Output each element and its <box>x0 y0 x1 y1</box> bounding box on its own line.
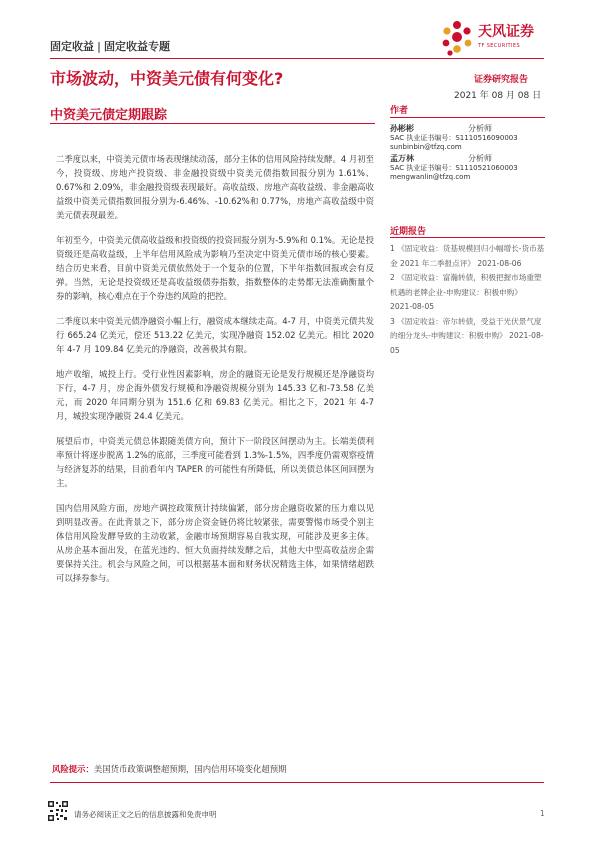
footer-divider <box>50 782 544 783</box>
risk-label: 风险提示： <box>52 764 94 774</box>
disclaimer-text: 请务必阅读正文之后的信息披露和免责申明 <box>74 810 217 819</box>
authors-heading: 作者 <box>390 106 409 116</box>
related-divider <box>390 237 545 238</box>
related-reports-list <box>390 242 545 358</box>
company-logo <box>438 17 558 61</box>
paragraph: 二季度以来中资美元债净融资小幅上行，融资成本继续走高。4-7 月，中资美元债共发行 665.24 亿美元，偿还 513.22 亿美元，实现净融资 152.02 亿美元。相比 2020 年 4-7 月 109.84 亿美元的净融资，改善极其有限。 <box>56 316 374 354</box>
paragraph: 国内信用风险方面，房地产调控政策预计持续偏紧，部分房企融资收紧的压力难以见到明显改善。在此背景之下，部分房企资金链仍将比较紧张，需要警惕市场受个别主体信用风险发酵导致的主动收紧，金融市场预期容易自我实现，可能涉及更多主体。从房企基本面出发，在蓝光违约、恒大负面持续发酵之后，其他大中型高收益房企需要保持关注。机会与风险之间，可以根据基本面和财务状况精选主体，如果情绪超跌可以择券参与。 <box>56 503 374 583</box>
category-label: 固定收益 <box>50 40 94 53</box>
related-report-item[interactable]: 1 《固定收益：货基规模回归小幅增长-货币基金 2021 年二季报点评》 2021-08-06 <box>390 244 545 268</box>
author-name: 孟万林 <box>390 154 414 163</box>
logo-name: 天风证券 <box>478 24 534 40</box>
logo-english: TF SECURITIES <box>478 43 521 49</box>
author-sac: SAC 执业证书编号：S1110521060003 <box>390 164 518 172</box>
author-role: 分析师 <box>468 124 492 133</box>
paragraph: 地产收缩，城投上行。受行业性因素影响，房企的融资无论是发行规模还是净融资均下行，4-7 月，房企海外债发行规模和净融资规模分别为 145.33 亿和-73.58 亿美元，而 2020 年同期分别为 151.6 亿和 69.83 亿美元。相比之下，2021 年 4-7 月，城投实现净融资 24.4 亿美元。 <box>56 369 374 421</box>
subcategory-label: 固定收益专题 <box>104 40 171 53</box>
related-report-item[interactable]: 2 《固定收益：富瀚转债，积极把握市场重塑机遇的老牌企业-申购建议：积极申购》 2021-08-05 <box>390 273 542 311</box>
author-name: 孙彬彬 <box>390 124 414 133</box>
authors-divider <box>390 117 545 118</box>
qr-code-icon <box>47 800 69 822</box>
report-type: 证券研究报告 <box>474 75 529 85</box>
risk-text: 美国货币政策调整超预期，国内信用环境变化超预期 <box>93 764 287 774</box>
page-number: 1 <box>540 809 545 818</box>
authors-block <box>390 124 545 220</box>
body-text <box>56 152 374 596</box>
author-entry <box>390 154 545 182</box>
author-email[interactable]: mengwanlin@tfzq.com <box>390 173 471 181</box>
report-date: 2021 年 08 月 08 日 <box>454 91 542 101</box>
paragraph: 年初至今，中资美元债高收益级和投资级的投资回报分别为-5.9%和 0.1%。无论是投资级还是高收益级，上半年信用风险成为影响乃至决定中资美元债市场的核心要素。结合历史来看，目前中资美元债依然处于一个复杂的位置，下半年指数回报或会有反弹。当然，无论是投资级还是高收益级债券指数，指数整体的走势都无法准确衡量个券的影响，核心难点在于个券违约风险的把控。 <box>56 235 374 301</box>
risk-warning <box>52 763 287 775</box>
author-role: 分析师 <box>468 154 492 163</box>
paragraph: 展望后市，中资美元债总体跟随美债方向，预计下一阶段区间摆动为主。长端美债利率预计将逐步脱离 1.2%的底部，三季度可能看到 1.3%-1.5%，四季度仍需观察疫情与经济复苏的结果，目前看年内 TAPER 的可能性有所降低，所以美债总体区间回摆为主。 <box>56 436 374 488</box>
page-title: 市场波动，中资美元债有何变化? <box>50 69 284 88</box>
paragraph: 二季度以来，中资美元债市场表现继续动荡，部分主体的信用风险持续发酵。4 月初至今，投资级、房地产投资级、非金融投资级中资美元债指数回报分别为 1.61%、0.67%和 2.09%，非金融投资级表现最好。高收益级、房地产高收益级、非金融高收益级中资美元债指数回报分别为-6.46%、-10.62%和 0.77%，房地产高收益级中资美元债表现最差。 <box>56 154 374 220</box>
author-sac: SAC 执业证书编号：S1110516090003 <box>390 134 518 142</box>
category-separator: | <box>97 40 102 53</box>
report-category <box>50 38 170 54</box>
author-email[interactable]: sunbinbin@tfzq.com <box>390 143 462 151</box>
page-subtitle: 中资美元债定期跟踪 <box>50 108 168 123</box>
subtitle-divider <box>50 123 375 124</box>
related-report-item[interactable]: 3 《固定收益：帝尔转债，受益于光伏景气度的细分龙头-申购建议：积极申购》 2021-08-05 <box>390 316 544 355</box>
logo-mark-icon <box>438 17 476 57</box>
author-entry <box>390 124 545 152</box>
header-divider <box>50 58 544 59</box>
related-heading: 近期报告 <box>390 227 427 237</box>
